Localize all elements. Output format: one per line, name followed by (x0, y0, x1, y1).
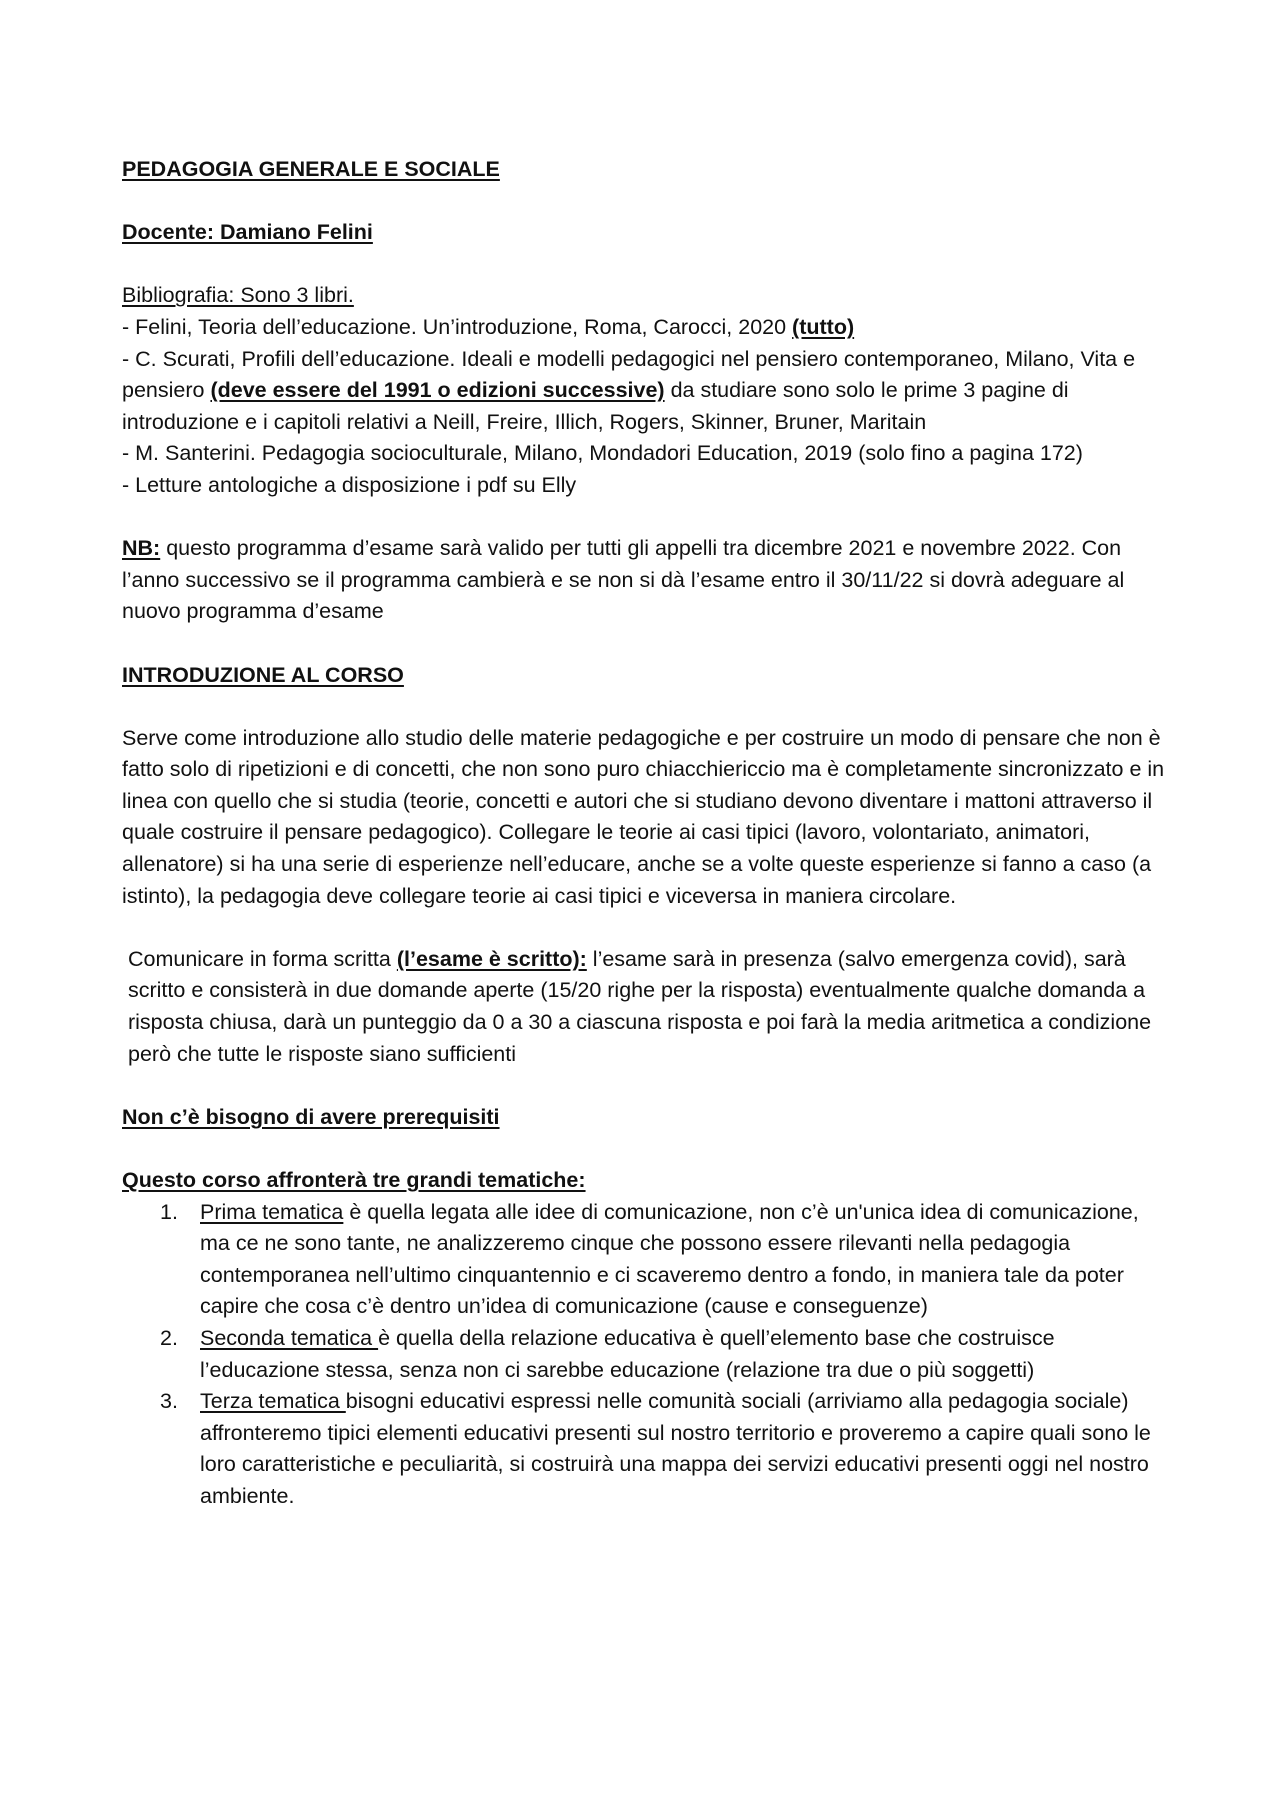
list-item-text: è quella della relazione educativa è quell’elemento base che costruisce l’educazione stessa, senza non ci sarebbe educazione (relazione tra due o più soggetti) (200, 1325, 1055, 1382)
list-item-text: è quella legata alle idee di comunicazione, non c’è un'unica idea di comunicazione, ma ce ne sono tante, ne analizzeremo cinque che possono essere rilevanti nella pedagogia contemporanea nell’ultimo cinquantennio e ci scaveremo dentro a fondo, in maniera tale da poter capire che cosa c’è dentro un’idea di comunicazione (cause e conseguenze) (200, 1199, 1139, 1319)
exam-note: (l’esame è scritto): (396, 946, 587, 971)
list-item-number: 1. (160, 1199, 178, 1224)
bibliography-item-3: - M. Santerini. Pedagogia socioculturale, Milano, Mondadori Education, 2019 (solo fino a pagina 172) (122, 441, 1083, 466)
bibliography-item-2: - C. Scurati, Profili dell’educazione. Ideali e modelli pedagogici nel pensiero contemporaneo, Milano, Vita e pensiero (deve essere del 1991 o edizioni successive) da studiare sono solo le prime 3 pagine di introduzione e i capitoli relativi a Neill, Freire, Illich, Rogers, Skinner, Bruner, Maritain (122, 346, 1136, 434)
list-item-label: Seconda tematica (200, 1325, 379, 1350)
bibliography-section (122, 280, 1172, 501)
list-item (122, 1386, 1172, 1512)
list-item-number: 3. (160, 1389, 178, 1414)
prerequisites-heading: Non c’è bisogno di avere prerequisiti (122, 1104, 500, 1129)
exam-paragraph: Comunicare in forma scritta (l’esame è scritto): l’esame sarà in presenza (salvo emergenza covid), sarà scritto e consisterà in due domande aperte (15/20 righe per la risposta) eventualmente qualche domanda a risposta chiusa, darà un punteggio da 0 a 30 a ciascuna risposta e poi farà la media aritmetica a condizione però che tutte le risposte siano sufficienti (128, 946, 1152, 1066)
list-item-label: Prima tematica (200, 1199, 344, 1224)
themes-heading: Questo corso affronterà tre grandi tematiche: (122, 1168, 586, 1192)
bibliography-item-1: - Felini, Teoria dell’educazione. Un’introduzione, Roma, Carocci, 2020 (tutto) (122, 314, 855, 339)
bibliography-item-2-note: (deve essere del 1991 o edizioni successive) (210, 378, 665, 403)
docente-line: Docente: Damiano Felini (122, 220, 373, 245)
bibliography-item-1-note: (tutto) (792, 314, 855, 339)
bibliography-heading: Bibliografia: Sono 3 libri. (122, 283, 354, 308)
intro-paragraph: Serve come introduzione allo studio delle materie pedagogiche e per costruire un modo di pensare che non è fatto solo di ripetizioni e di concetti, che non sono puro chiacchiericcio ma è completamente sincronizzato e in linea con quello che si studia (teorie, concetti e autori che si studiano devono diventare i mattoni attraverso il quale costruire il pensare pedagogico). Collegare le teorie ai casi tipici (lavoro, volontariato, animatori, allenatore) si ha una serie di esperienze nell’educare, anche se a volte queste esperienze si fanno a caso (a istinto), la pedagogia deve collegare teorie ai casi tipici e viceversa in maniera circolare. (122, 725, 1165, 908)
bibliography-item-4: - Letture antologiche a disposizione i pdf su Elly (122, 472, 577, 497)
list-item (122, 1197, 1172, 1323)
list-item-number: 2. (160, 1325, 178, 1350)
document-page (122, 154, 1172, 1513)
list-item-text: bisogni educativi espressi nelle comunità sociali (arriviamo alla pedagogia sociale) affronteremo tipici elementi educativi presenti sul nostro territorio e proveremo a capire quali sono le loro caratteristiche e peculiarità, si costruirà una mappa dei servizi educativi presenti oggi nel nostro ambiente. (200, 1389, 1151, 1508)
themes-list (122, 1197, 1172, 1513)
document-title: PEDAGOGIA GENERALE E SOCIALE (122, 157, 500, 181)
nb-label: NB: (122, 536, 161, 561)
nb-paragraph: NB: questo programma d’esame sarà valido per tutti gli appelli tra dicembre 2021 e novembre 2022. Con l’anno successivo se il programma cambierà e se non si dà l’esame entro il 30/11/22 si dovrà adeguare al nuovo programma d’esame (122, 536, 1125, 624)
list-item (122, 1323, 1172, 1386)
intro-heading: INTRODUZIONE AL CORSO (122, 662, 404, 687)
list-item-label: Terza tematica (200, 1389, 346, 1414)
